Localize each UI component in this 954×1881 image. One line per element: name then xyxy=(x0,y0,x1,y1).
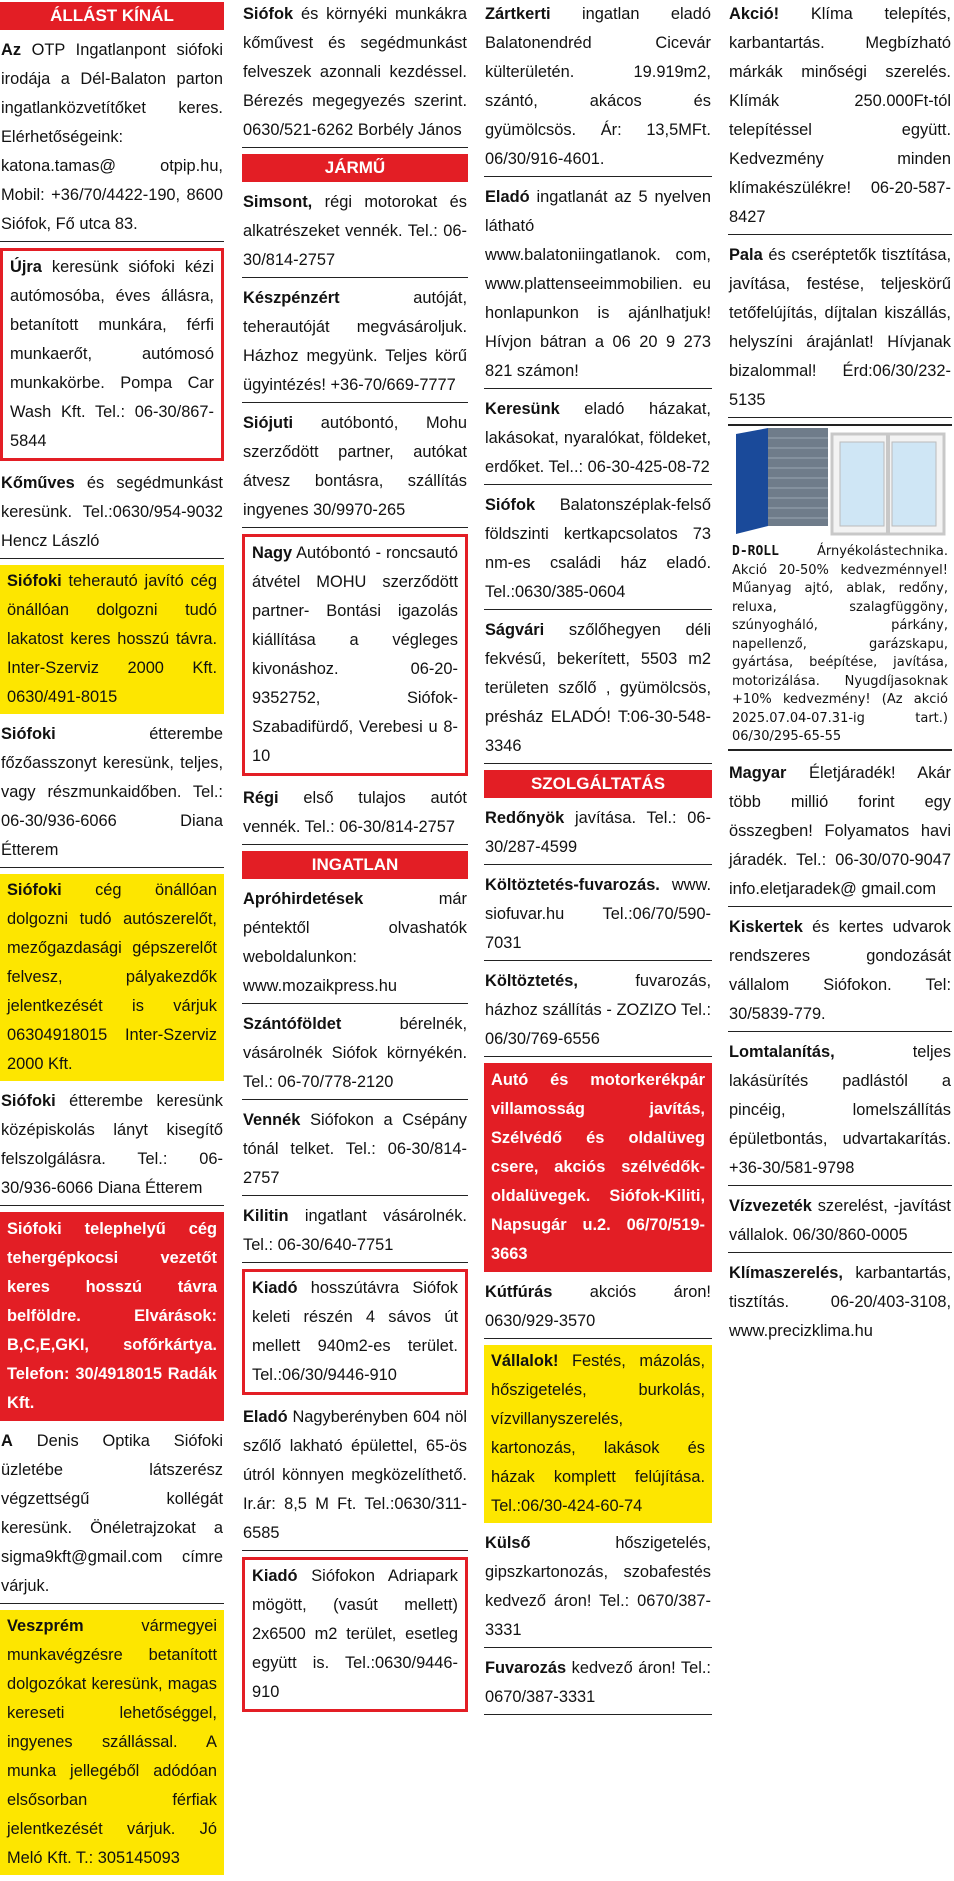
classified-ad xyxy=(242,1010,468,1100)
classified-ad xyxy=(242,0,468,148)
droll-text xyxy=(728,541,952,749)
ad-keyword: Akció! xyxy=(729,5,780,23)
classified-ad xyxy=(0,1610,224,1875)
classified-ad xyxy=(242,1202,468,1263)
ad-keyword: A xyxy=(1,1432,13,1450)
ad-body: régi motorokat és alkatrészeket vennék. Tel.: 06-30/814-2757 xyxy=(243,193,467,269)
column-4 xyxy=(728,0,952,1346)
ad-body: akciós áron! 0630/929-3570 xyxy=(485,1283,711,1330)
ad-keyword: Klímaszerelés, xyxy=(729,1263,843,1282)
section-header: ÁLLÁST KÍNÁL xyxy=(0,2,224,30)
classified-ad xyxy=(484,967,712,1057)
ad-body: teljes lakásürítés padlástól a pincéig, lomelszállítás épületbontás, udvartakarítás. +36-30/581-9798 xyxy=(729,1042,951,1177)
section-header: SZOLGÁLTATÁS xyxy=(484,770,712,798)
classified-ad xyxy=(242,885,468,1004)
ad-body: Életjáradék! Akár több millió forint egy összegben! Folyamatos havi járadék. Tel.: 06-30/070-9047 info.eletjaradek@ gmail.com xyxy=(729,763,951,898)
ad-keyword: Eladó xyxy=(485,188,530,206)
ad-body: étterembe keresünk középiskolás lányt kisegítő felszolgálásra. Tel.: 06-30/936-6066 Diana Étterem xyxy=(1,1092,223,1197)
ad-body: és segédmunkást keresünk. Tel.:0630/954-9032 Hencz László xyxy=(1,474,223,550)
ad-keyword: Vízvezeték xyxy=(729,1196,812,1215)
classified-ad xyxy=(728,0,952,235)
classified-ad xyxy=(242,1106,468,1196)
ad-keyword: Szántóföldet xyxy=(243,1015,342,1033)
classified-ad xyxy=(484,1063,712,1272)
classified-ad xyxy=(484,871,712,961)
ad-body: Nagyberényben 604 nöl szőlő lakható épülettel, 65-ös útról könnyen megközelíthető. Ir.ár: 8,5 M Ft. Tel.:0630/311-6585 xyxy=(243,1408,467,1542)
classified-ad xyxy=(0,1212,224,1421)
ad-keyword: Költöztetés, xyxy=(485,972,578,990)
ad-body: étterembe főzőasszonyt keresünk, teljes, vagy részmunkaidőben. Tel.: 06-30/936-6066 Diana Étterem xyxy=(1,725,223,859)
ad-body: már péntektől olvashatók weboldalunkon: www.mozaikpress.hu xyxy=(243,890,467,995)
ad-body: Siófokon a Csépány tónál telket. Tel.: 06-30/814-2757 xyxy=(243,1111,467,1187)
ad-body: és kertes udvarok rendszeres gondozását vállalom Siófokon. Tel: 30/5839-779. xyxy=(729,917,951,1023)
ad-body: teherautó javító cég önállóan dolgozni tudó lakatost keres hosszú távra. Inter-Szerviz 2000 Kft. 0630/491-8015 xyxy=(7,572,217,706)
classified-ad xyxy=(242,784,468,845)
classified-ad xyxy=(242,188,468,278)
ad-body: keresünk siófoki kézi autómosóba, éves állásra, betanított munkára, férfi munkaerőt, autómosó munkakörbe. Pompa Car Wash Kft. Tel.: 06-30/867-5844 xyxy=(10,258,214,450)
ad-keyword: Apróhirdetések xyxy=(243,890,364,908)
ad-body: eladó házakat, lakásokat, nyaralókat, földeket, erdőket. Tel..: 06-30-425-08-72 xyxy=(485,400,711,476)
ad-keyword: Siójuti xyxy=(243,414,294,432)
classified-ad xyxy=(484,1345,712,1523)
ad-body: karbantartás, tisztítás. 06-20/403-3108, www.precizklima.hu xyxy=(729,1263,951,1340)
classified-ad xyxy=(484,491,712,610)
classified-ad xyxy=(728,913,952,1032)
classified-ad xyxy=(0,36,224,242)
classified-ad xyxy=(484,1278,712,1339)
classified-ad xyxy=(728,1038,952,1186)
classified-ad xyxy=(484,1654,712,1715)
ad-keyword: Vállalok! xyxy=(491,1352,559,1370)
section-header: INGATLAN xyxy=(242,851,468,879)
classified-ad xyxy=(242,1557,468,1712)
ad-keyword: Simsont, xyxy=(243,193,313,211)
ad-body: OTP Ingatlanpont siófoki irodája a Dél-Balaton parton ingatlanközvetítőket keres. Elérhetőségeink: katona.tamas@ otpip.hu, Mobil: +36/70/4422-190, 8600 Siófok, Fő utca 83. xyxy=(1,41,223,233)
ad-body: Siófoki telephelyű cég tehergépkocsi vezetőt keres hosszú távra belföldre. Elvárások: B,C,E,GKI, sofőrkártya. Telefon: 30/4918015 Radák Kft. xyxy=(7,1220,217,1412)
classified-ad xyxy=(484,183,712,389)
droll-brand: D-ROLL xyxy=(732,544,779,559)
ad-keyword: Redőnyök xyxy=(485,809,565,827)
ad-body: kedvező áron! Tel.: 0670/387-3331 xyxy=(485,1659,711,1706)
ad-keyword: Kiadó xyxy=(252,1567,298,1585)
ad-body: Klíma telepítés, karbantartás. Megbízható márkák minőségi szerelés. Klímák 250.000Ft-tól telepítéssel együtt. Kedvezmény minden klímakészülékre! 06-20-587-8427 xyxy=(729,5,951,226)
ad-keyword: Siófok xyxy=(243,5,294,23)
classified-ad xyxy=(484,804,712,865)
classified-ad xyxy=(0,874,224,1081)
ad-body: Balatonszéplak-felső földszinti kertkapcsolatos 73 nm-es családi ház eladó. Tel.:0630/385-0604 xyxy=(485,496,711,601)
ad-keyword: Keresünk xyxy=(485,400,560,418)
ad-keyword: Külső xyxy=(485,1534,531,1552)
ad-body: ingatlant vásárolnék. Tel.: 06-30/640-7751 xyxy=(243,1207,467,1254)
ad-body: Autó és motorkerékpár villamosság javítás, Szélvédő és oldalüveg csere, akciós szélvédők-oldalüvegek. Siófok-Kiliti, Napsugár u.2. 06/70/519-3663 xyxy=(491,1071,705,1263)
ad-keyword: Veszprém xyxy=(7,1617,84,1635)
ad-body: www. siofuvar.hu Tel.:06/70/590-7031 xyxy=(485,876,711,952)
ad-keyword: Készpénzért xyxy=(243,289,340,307)
ad-body: Denis Optika Siófoki üzletébe látszerész végzettségű kollégát keresünk. Önéletrajzokat a sigma9kft@gmail.com címre várjuk. xyxy=(1,1432,223,1595)
ad-keyword: Lomtalanítás, xyxy=(729,1042,835,1061)
ad-body: Siófokon Adriapark mögött, (vasút mellett) 2x6500 m2 terület, esetleg együtt is. Tel.:0630/9446-910 xyxy=(252,1567,458,1701)
ad-body: autóbontó, Mohu szerződött partner, autókat átvesz bontásra, szállítás ingyenes 30/9970-265 xyxy=(243,414,467,519)
classified-ad xyxy=(484,616,712,764)
ad-body: Autóbontó - roncsautó átvétel MOHU szerződött partner- Bontási igazolás kiállítása a végleges kivonáshoz. 06-20-9352752, Siófok-Szabadifürdő, Verebesi u 8-10 xyxy=(252,544,458,765)
ad-keyword: Kiskertek xyxy=(729,917,803,936)
classified-ad xyxy=(728,1259,952,1346)
ad-keyword: Zártkerti xyxy=(485,5,551,23)
ad-keyword: Kőműves xyxy=(1,474,75,492)
classified-ad xyxy=(728,759,952,907)
classified-ad xyxy=(242,1403,468,1551)
ad-body: fuvarozás, házhoz szállítás - ZOZIZO Tel.: 06/30/769-6556 xyxy=(485,972,711,1048)
column-1 xyxy=(0,0,224,1881)
column-3 xyxy=(484,0,712,1721)
ad-body: javítása. Tel.: 06-30/287-4599 xyxy=(485,809,711,856)
ad-keyword: Siófok xyxy=(485,496,536,514)
ad-keyword: Siófoki xyxy=(7,572,62,590)
ad-keyword: Pala xyxy=(729,246,763,264)
ad-keyword: Siófoki xyxy=(7,881,62,899)
ad-keyword: Kilitin xyxy=(243,1207,289,1225)
window-shutter-image xyxy=(728,426,952,541)
ad-keyword: Kútfúrás xyxy=(485,1283,553,1301)
column-2 xyxy=(242,0,468,1720)
ad-body: első tulajos autót vennék. Tel.: 06-30/814-2757 xyxy=(243,789,467,836)
classified-ad xyxy=(242,409,468,528)
ad-body: és környéki munkákra kőművest és segédmunkást felveszek azonnali kezdéssel. Bérezés megegyezés szerint. 0630/521-6262 Borbély János xyxy=(243,5,467,139)
ad-body: ingatlan eladó Balatonendréd Cicevár külterületén. 19.919m2, szántó, akácos és gyümölcsös. Ár: 13,5MFt. 06/30/916-4601. xyxy=(485,5,711,168)
droll-ad xyxy=(728,424,952,751)
ad-body: és cseréptetők tisztítása, javítása, festése, teljeskörű tetőfelújítás, díjtalan kiszállás, helyszíni árajánlat! Hívjanak bizalommal! Érd:06/30/232-5135 xyxy=(729,246,951,409)
ad-keyword: Siófoki xyxy=(1,1092,56,1110)
ad-keyword: Magyar xyxy=(729,763,787,782)
classified-ad xyxy=(0,469,224,559)
ad-keyword: Fuvarozás xyxy=(485,1659,567,1677)
ad-body: hőszigetelés, gipszkartonozás, szobafestés kedvező áron! Tel.: 0670/387-3331 xyxy=(485,1534,711,1639)
classified-ad xyxy=(242,534,468,776)
ad-keyword: Az xyxy=(1,41,22,59)
ad-body: autóját, teherautóját megvásároljuk. Házhoz megyünk. Teljes körű ügyintézés! +36-70/669-7777 xyxy=(243,289,467,394)
ad-keyword: Kiadó xyxy=(252,1279,298,1297)
classified-ad xyxy=(0,1087,224,1206)
ad-keyword: Költöztetés-fuvarozás. xyxy=(485,876,660,894)
ad-keyword: Siófoki xyxy=(1,725,56,743)
classified-ad xyxy=(728,241,952,418)
ad-body: cég önállóan dolgozni tudó autószerelőt, mezőgazdasági gépszerelőt felvesz, pályakezdők jelentkezését is várjuk 06304918015 Inter-Szerviz 2000 Kft. xyxy=(7,881,217,1073)
classified-ad xyxy=(728,1192,952,1253)
ad-keyword: Ságvári xyxy=(485,621,545,639)
ad-body: szőlőhegyen déli fekvésű, bekerített, 5503 m2 területen szőlő , gyümölcsös, présház ELADÓ! T:06-30-548-3346 xyxy=(485,621,711,755)
ad-keyword: Eladó xyxy=(243,1408,288,1426)
classified-ad xyxy=(0,1427,224,1604)
classified-ad xyxy=(0,248,224,461)
ad-body: szerelést, -javítást vállalok. 06/30/860-0005 xyxy=(729,1196,951,1244)
ad-body: bérelnék, vásárolnék Siófok környékén. Tel.: 06-70/778-2120 xyxy=(243,1015,467,1091)
ad-keyword: Régi xyxy=(243,789,279,807)
classified-ad xyxy=(484,1529,712,1648)
classified-ad xyxy=(0,565,224,714)
ad-keyword: Nagy xyxy=(252,544,293,562)
ad-keyword: Vennék xyxy=(243,1111,301,1129)
ad-body: ingatlanát az 5 nyelven látható www.balatoniingatlanok. com, www.plattenseeimmobilien. eu honlapunkon is ajánlhatjuk! Hívjon bátran a 06 20 9 273 821 számon! xyxy=(485,188,711,380)
classified-ad xyxy=(484,0,712,177)
classified-ad xyxy=(242,1269,468,1395)
classified-ad xyxy=(242,284,468,403)
droll-body: Árnyékolástechnika. Akció 20-50% kedvezménnyel! Műanyag ajtó, ablak, redőny, reluxa, szalagfüggöny, szúnyogháló, párkány, napellenző, garázskapu, gyártása, beépítése, javítása, motorizálása. Nyugdíjasoknak +10% kedvezmény! (Az akció 2025.07.04-07.31-ig tart.) 06/30/295-65-55 xyxy=(732,544,948,744)
section-header: JÁRMŰ xyxy=(242,154,468,182)
ad-body: Festés, mázolás, hőszigetelés, burkolás, vízvillanyszerelés, kartonozás, lakások és házak komplett felújítása. Tel.:06/30-424-60-74 xyxy=(491,1352,705,1515)
classified-ad xyxy=(484,395,712,485)
ad-keyword: Újra xyxy=(10,258,42,276)
ad-body: vármegyei munkavégzésre betanított dolgozókat keresünk, magas kereseti lehetőséggel, ingyenes szállással. A munka jellegéből adódóan elsősorban férfiak jelentkezését várjuk. Jó Meló Kft. T.: 305145093 xyxy=(7,1617,217,1867)
classified-ad xyxy=(0,720,224,868)
ad-body: hosszútávra Siófok keleti részén 4 sávos út mellett 940m2-es terület. Tel.:06/30/9446-910 xyxy=(252,1279,458,1384)
